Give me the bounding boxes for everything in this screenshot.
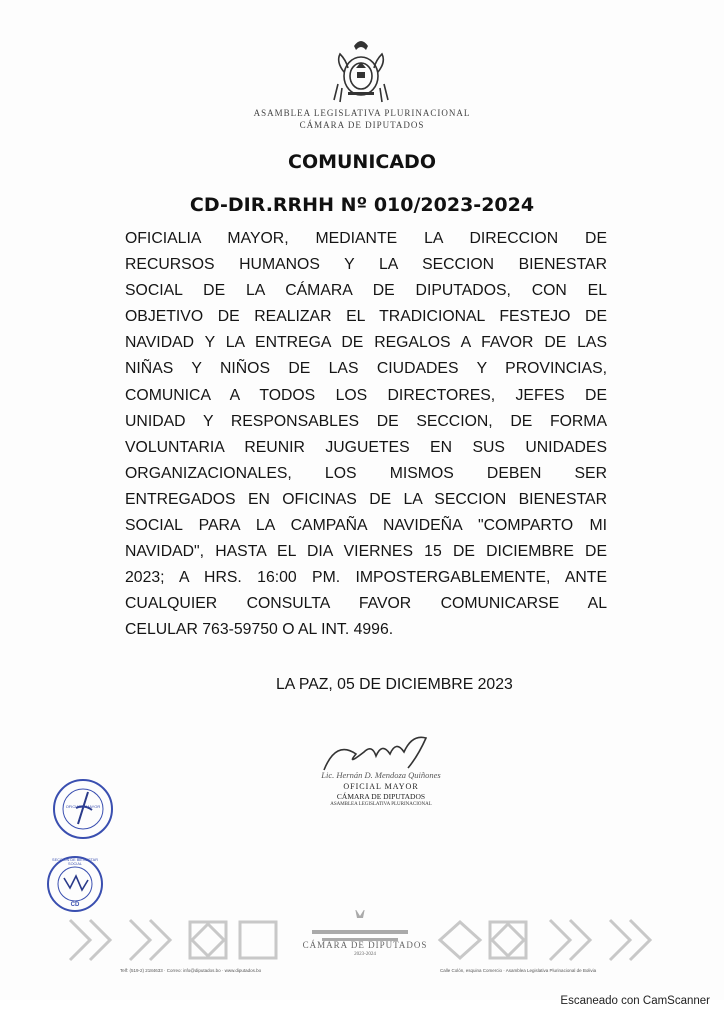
signatory-title: OFICIAL MAYOR bbox=[343, 782, 419, 791]
body-line: ENTREGADOS EN OFICINAS DE LA SECCION BIENESTAR bbox=[125, 490, 607, 508]
signatory-name: Lic. Hernán D. Mendoza Quiñones bbox=[321, 770, 441, 780]
body-line: NAVIDAD", HASTA EL DIA VIERNES 15 DE DICIEMBRE DE bbox=[125, 543, 607, 561]
institution-line-1: ASAMBLEA LEGISLATIVA PLURINACIONAL bbox=[253, 108, 471, 118]
stamp-2-bottom: CD bbox=[70, 902, 80, 908]
camscanner-watermark: Escaneado con CamScanner bbox=[560, 995, 710, 1007]
institution-line-2: CÁMARA DE DIPUTADOS bbox=[299, 120, 425, 130]
document-reference: CD-DIR.RRHH Nº 010/2023-2024 bbox=[189, 194, 535, 216]
body-line: 2023; A HRS. 16:00 PM. IMPOSTERGABLEMENTE, ANTE bbox=[125, 569, 607, 587]
body-line: CELULAR 763-59750 O AL INT. 4996. bbox=[125, 621, 394, 639]
body-line: SOCIAL DE LA CÁMARA DE DIPUTADOS, CON EL bbox=[125, 282, 607, 300]
signatory-org: CÁMARA DE DIPUTADOS bbox=[336, 792, 426, 801]
stamp-1-text: OFICIALIA MAYOR bbox=[65, 804, 101, 809]
body-line: NAVIDAD Y LA ENTREGA DE REGALOS A FAVOR DE LAS bbox=[125, 334, 607, 352]
body-line: OBJETIVO DE REALIZAR EL TRADICIONAL FESTEJO DE bbox=[125, 308, 607, 326]
oficialia-mayor-stamp bbox=[52, 778, 114, 840]
stamp-2-text: SECCION DE BIENESTAR SOCIAL bbox=[52, 858, 98, 866]
bienestar-social-stamp bbox=[46, 854, 104, 914]
footer-contact: Telf: (519-2) 2184633 · Correo: info@diputados.bo · www.diputados.bo bbox=[120, 968, 262, 973]
place-date: LA PAZ, 05 DE DICIEMBRE 2023 bbox=[276, 676, 513, 693]
body-line: RECURSOS HUMANOS Y LA SECCION BIENESTAR bbox=[125, 256, 607, 274]
document-title: COMUNICADO bbox=[288, 151, 436, 173]
body-line: OFICIALIA MAYOR, MEDIANTE LA DIRECCION DE bbox=[125, 230, 607, 247]
footer-address: Calle Colón, esquina Comercio · Asamblea Legislativa Plurinacional de Bolivia bbox=[440, 968, 597, 973]
document-body bbox=[125, 226, 607, 644]
body-line: NIÑAS Y NIÑOS DE LAS CIUDADES Y PROVINCIAS, bbox=[125, 360, 607, 378]
body-line: ORGANIZACIONALES, LOS MISMOS DEBEN SER bbox=[125, 464, 607, 482]
footer-chamber-term: 2023-2024 bbox=[354, 952, 376, 957]
body-line: COMUNICA A TODOS LOS DIRECTORES, JEFES DE bbox=[125, 386, 607, 404]
body-line: SOCIAL PARA LA CAMPAÑA NAVIDEÑA "COMPARTO MI bbox=[125, 517, 607, 535]
signatory-assembly: ASAMBLEA LEGISLATIVA PLURINACIONAL bbox=[330, 802, 432, 807]
footer-chamber-name: CÁMARA DE DIPUTADOS bbox=[302, 940, 428, 950]
footer-chamber bbox=[300, 940, 430, 957]
bolivia-coat-of-arms-icon bbox=[326, 32, 396, 104]
signature-block bbox=[296, 732, 456, 822]
body-line: UNIDAD Y RESPONSABLES DE SECCION, DE FORMA bbox=[125, 412, 607, 430]
body-line: CUALQUIER CONSULTA FAVOR COMUNICARSE AL bbox=[125, 595, 607, 613]
body-line: VOLUNTARIA REUNIR JUGUETES EN SUS UNIDADES bbox=[125, 438, 607, 456]
